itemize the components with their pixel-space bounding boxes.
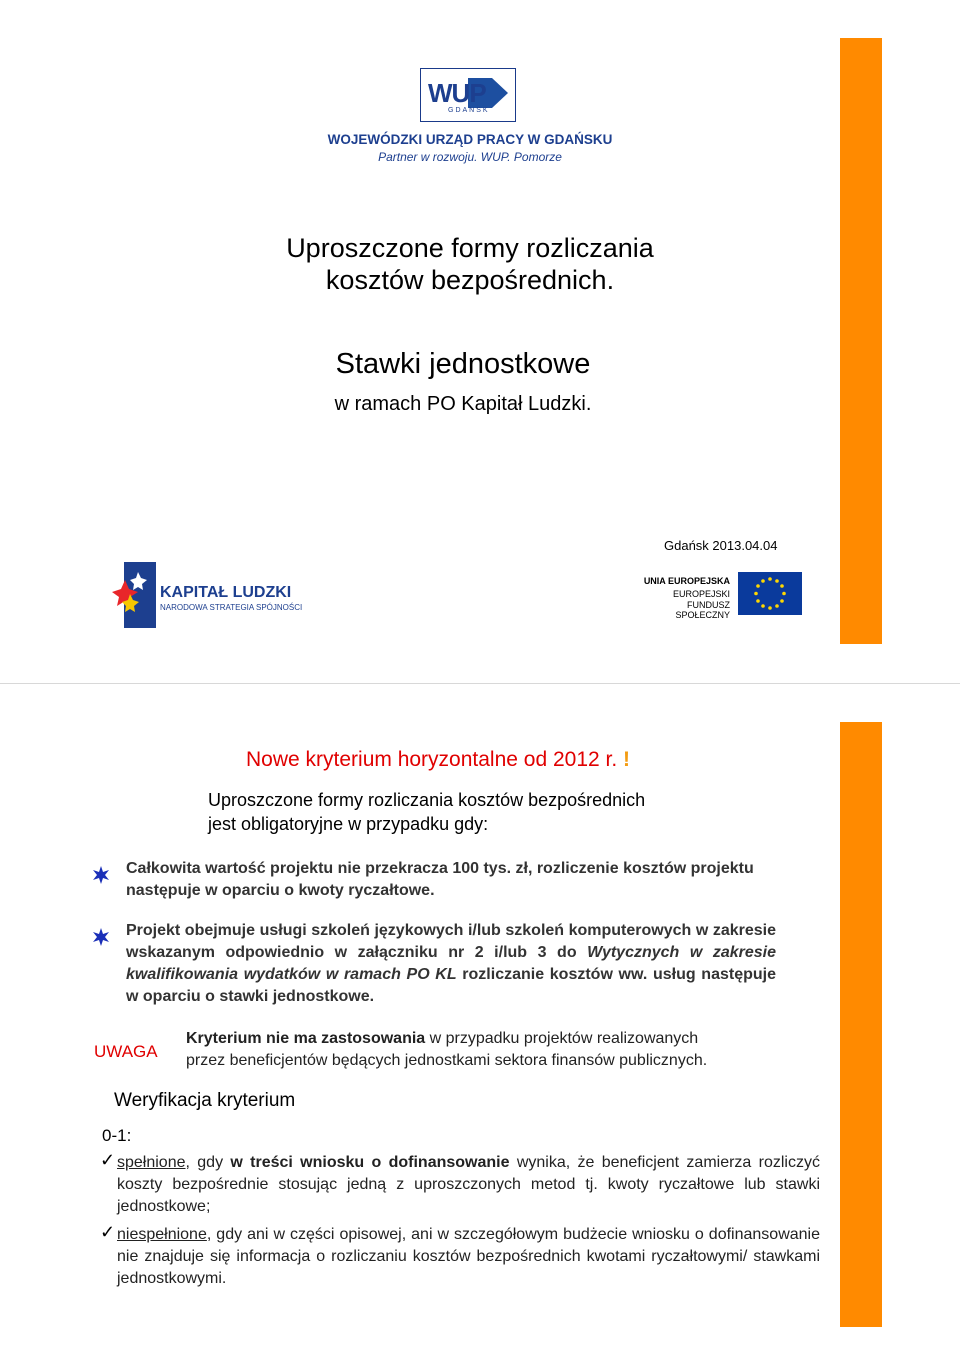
not-fulfilled-label: niespełnione xyxy=(117,1226,207,1243)
uwaga-rest-1: w przypadku projektów realizowanych xyxy=(425,1030,699,1047)
eu-flag-icon xyxy=(738,572,802,615)
fulfilled-label: spełnione xyxy=(117,1154,186,1171)
kapital-ludzki-sub: NARODOWA STRATEGIA SPÓJNOŚCI xyxy=(160,603,303,612)
intro-line-2: jest obligatoryjne w przypadku gdy: xyxy=(208,814,489,834)
uwaga-label: UWAGA xyxy=(94,1042,158,1061)
title-line-2: kosztów bezpośrednich. xyxy=(325,265,615,295)
check-item-fulfilled xyxy=(117,1152,820,1218)
criterion-bullet-1: Całkowita wartość projektu nie przekracza 100 tys. zł, rozliczenie kosztów projektu następuje w oparciu o kwoty ryczałtowe. xyxy=(126,860,754,899)
not-fulfilled-text: , gdy ani w części opisowej, ani w szczegółowym budżecie wniosku o dofinansowanie nie znajduje się informacja o rozliczaniu kosztów bezpośrednich kwotami ryczałtowymi/ stawkami jednostkowymi. xyxy=(117,1226,820,1287)
bullet-2-text-b: rozliczanie kosztów ww. usług następuje w oparciu o stawki jednostkowe. xyxy=(126,966,776,1005)
orange-accent-bar-top xyxy=(840,38,882,644)
slide1-title xyxy=(200,232,740,296)
wup-tagline: Partner w rozwoju. WUP. Pomorze xyxy=(378,150,562,164)
uwaga-line-1 xyxy=(186,1028,806,1050)
slide2-heading xyxy=(246,748,630,772)
uwaga-bold: Kryterium nie ma zastosowania xyxy=(186,1030,426,1047)
kapital-ludzki-star-icon xyxy=(108,562,158,628)
star-bullet-icon xyxy=(92,928,110,946)
verification-title: Weryfikacja kryterium xyxy=(114,1090,296,1111)
eu-logo xyxy=(640,572,804,620)
intro-line-1: Uproszczone formy rozliczania kosztów bezpośrednich xyxy=(208,790,646,810)
slide-separator xyxy=(0,683,960,684)
checkmark-icon: ✓ xyxy=(100,1150,116,1170)
fulfilled-bold: w treści wniosku o dofinansowanie xyxy=(230,1154,510,1171)
star-bullet-icon xyxy=(92,866,110,884)
heading-text: Nowe kryterium horyzontalne od 2012 r. xyxy=(246,748,618,771)
uwaga-note xyxy=(186,1028,806,1072)
kapital-ludzki-name: KAPITAŁ LUDZKI xyxy=(160,584,292,601)
uwaga-line-2: przez beneficjentów będących jednostkami sektora finansów publicznych. xyxy=(186,1052,708,1069)
eu-line-3: FUNDUSZ SPOŁECZNY xyxy=(675,600,730,620)
wup-org-name: WOJEWÓDZKI URZĄD PRACY W GDAŃSKU xyxy=(327,132,613,147)
orange-accent-bar-bottom xyxy=(840,722,882,1327)
wup-logo xyxy=(420,68,516,122)
bullet-2-italic: Wytycznych w zakresie kwalifikowania wydatków w ramach PO KL xyxy=(126,944,777,983)
slide1-subtitle: Stawki jednostkowe xyxy=(335,348,591,380)
fulfilled-text-2: wynika, że beneficjent zamierza rozliczyć koszty bezpośrednie stosując jedną z uproszczonych metod tj. kwoty ryczałtowe lub stawki jednostkowe; xyxy=(117,1154,820,1215)
fulfilled-text-1: , gdy xyxy=(185,1154,231,1171)
scale-label: 0-1: xyxy=(102,1126,132,1145)
eu-line-2: EUROPEJSKI xyxy=(672,589,730,599)
wup-logo-subtext: GDANSK xyxy=(448,107,490,114)
title-line-1: Uproszczone formy rozliczania xyxy=(286,233,654,263)
slide2-intro xyxy=(208,788,645,836)
wup-logo-text: WUP xyxy=(428,78,486,108)
slide1-subtitle-2: w ramach PO Kapitał Ludzki. xyxy=(334,393,592,415)
bullet-2-text-a: Projekt obejmuje usługi szkoleń językowych i/lub szkoleń komputerowych w zakresie wskazanym odpowiednio w załączniku nr 2 i/lub 3 do xyxy=(126,922,776,961)
checkmark-icon: ✓ xyxy=(100,1222,116,1242)
kapital-ludzki-logo xyxy=(108,562,308,630)
heading-exclamation: ! xyxy=(623,748,631,771)
eu-line-1: UNIA EUROPEJSKA xyxy=(643,576,730,586)
check-item-not-fulfilled xyxy=(117,1224,820,1290)
presentation-date: Gdańsk 2013.04.04 xyxy=(664,538,778,553)
criterion-bullet-2 xyxy=(126,920,776,1008)
